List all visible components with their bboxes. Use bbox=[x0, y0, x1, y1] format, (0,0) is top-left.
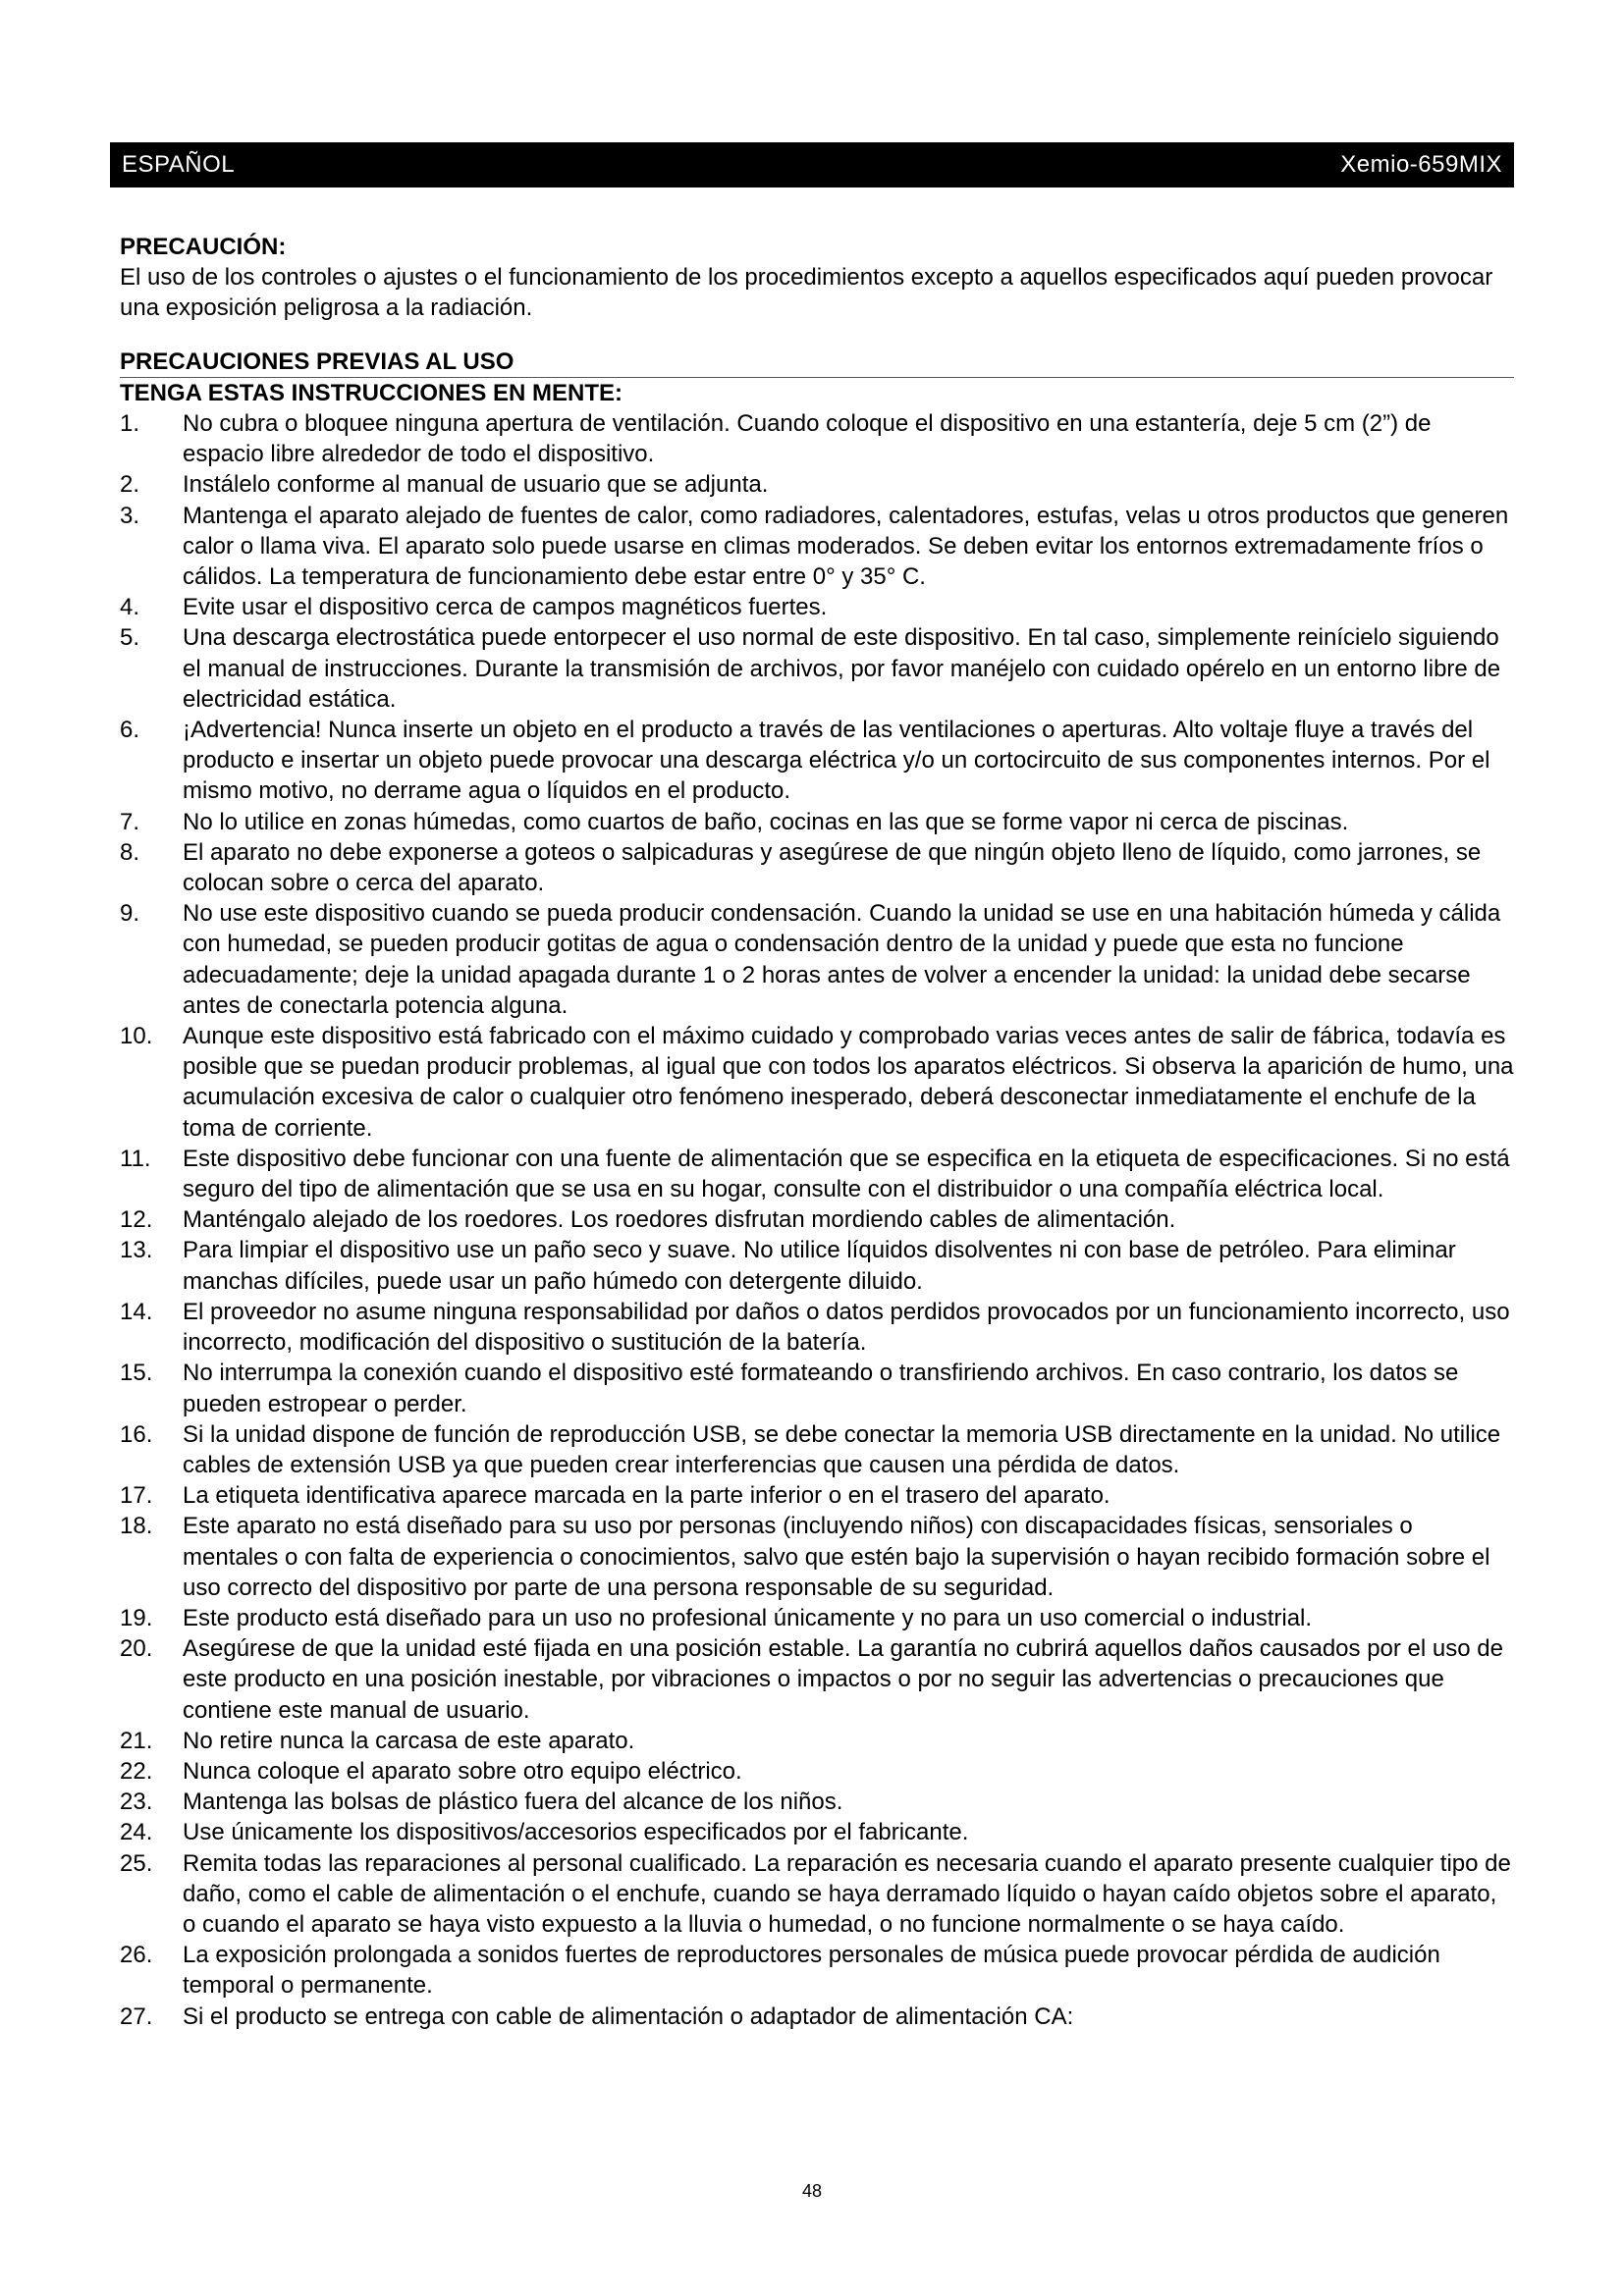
list-item-number: 5. bbox=[120, 624, 140, 652]
list-item bbox=[120, 1419, 1514, 1480]
list-item-text: Asegúrese de que la unidad esté fijada en una posición estable. La garantía no cubrirá aquellos daños causados por el uso de este producto en una posición inestable, por vibraciones o impactos o por no seguir las advertencias o precauciones que contiene este manual de usuario. bbox=[183, 1635, 1503, 1724]
list-item-number: 6. bbox=[120, 717, 140, 744]
list-item bbox=[120, 715, 1514, 807]
list-item-number: 4. bbox=[120, 594, 140, 621]
list-item bbox=[120, 1204, 1514, 1235]
list-item-text: Manténgalo alejado de los roedores. Los roedores disfrutan mordiendo cables de alimentación. bbox=[183, 1206, 1176, 1234]
list-item-number: 20. bbox=[120, 1635, 153, 1663]
list-item-number: 18. bbox=[120, 1513, 153, 1540]
list-item-text: Aunque este dispositivo está fabricado con el máximo cuidado y comprobado varias veces antes de salir de fábrica, todavía es posible que se puedan producir problemas, al igual que con todos los aparatos eléctricos. Si observa la aparición de humo, una acumulación excesiva de calor o cualquier otro fenómeno inesperado, deberá desconectar inmediatamente el enchufe de la toma de corriente. bbox=[183, 1023, 1514, 1142]
list-item-text: Mantenga las bolsas de plástico fuera del alcance de los niños. bbox=[183, 1789, 843, 1816]
list-item bbox=[120, 1633, 1514, 1726]
list-item-number: 7. bbox=[120, 808, 140, 835]
list-item bbox=[120, 1817, 1514, 1847]
list-item-text: Si la unidad dispone de función de reproducción USB, se debe conectar la memoria USB directamente en la unidad. No utilice cables de extensión USB ya que pueden crear interferencias que causen una pérdida de datos. bbox=[183, 1420, 1501, 1478]
header-bar bbox=[110, 142, 1514, 187]
list-item-text: Use únicamente los dispositivos/accesorios especificados por el fabricante. bbox=[183, 1819, 969, 1846]
list-item-text: Una descarga electrostática puede entorpecer el uso normal de este dispositivo. En tal caso, simplemente reinícielo siguiendo el manual de instrucciones. Durante la transmisión de archivos, por favor manéjelo con cuidado opérelo en un entorno libre de electricidad estática. bbox=[183, 624, 1501, 713]
list-item-number: 27. bbox=[120, 2002, 153, 2030]
list-item-number: 1. bbox=[120, 410, 140, 437]
list-item-number: 15. bbox=[120, 1360, 153, 1387]
list-item-number: 17. bbox=[120, 1482, 153, 1510]
list-item-text: Este producto está diseñado para un uso no profesional únicamente y no para un uso comercial o industrial. bbox=[183, 1604, 1313, 1631]
list-item-text: La exposición prolongada a sonidos fuertes de reproductores personales de música puede provocar pérdida de audición temporal o permanente. bbox=[183, 1942, 1440, 2000]
list-item-text: No interrumpa la conexión cuando el dispositivo esté formateando o transfiriendo archivos. En caso contrario, los datos se pueden estropear o perder. bbox=[183, 1360, 1459, 1417]
list-item-text: Evite usar el dispositivo cerca de campos magnéticos fuertes. bbox=[183, 594, 828, 621]
list-item bbox=[120, 807, 1514, 837]
list-item bbox=[120, 1726, 1514, 1756]
list-item bbox=[120, 2002, 1514, 2032]
caution-title: PRECAUCIÓN: bbox=[120, 234, 287, 260]
list-item-number: 19. bbox=[120, 1604, 153, 1631]
page-content bbox=[120, 232, 1514, 2032]
list-item-text: Mantenga el aparato alejado de fuentes de calor, como radiadores, calentadores, estufas, velas u otros productos que generen calor o llama viva. El aparato solo puede usarse en climas moderados. Se deben evitar los entornos extremadamente fríos o cálidos. La temperatura de funcionamiento debe estar entre 0° y 35° C. bbox=[183, 502, 1509, 591]
list-item-text: Nunca coloque el aparato sobre otro equipo eléctrico. bbox=[183, 1757, 742, 1785]
list-item bbox=[120, 469, 1514, 500]
list-item bbox=[120, 408, 1514, 469]
list-item bbox=[120, 837, 1514, 898]
list-item-text: La etiqueta identificativa aparece marcada en la parte inferior o en el trasero del aparato. bbox=[183, 1482, 1110, 1510]
list-item-text: El aparato no debe exponerse a goteos o salpicaduras y asegúrese de que ningún objeto lleno de líquido, como jarrones, se colocan sobre o cerca del aparato. bbox=[183, 838, 1482, 897]
list-item-number: 14. bbox=[120, 1298, 153, 1325]
list-item-text: ¡Advertencia! Nunca inserte un objeto en el producto a través de las ventilaciones o aperturas. Alto voltaje fluye a través del producto e insertar un objeto puede provocar una descarga eléctrica y/o un cortocircuito de sus componentes internos. Por el mismo motivo, no derrame agua o líquidos en el producto. bbox=[183, 717, 1490, 805]
list-item bbox=[120, 1235, 1514, 1296]
list-item-text: Remita todas las reparaciones al personal cualificado. La reparación es necesaria cuando el aparato presente cualquier tipo de daño, como el cable de alimentación o el enchufe, cuando se haya derramado líquido o hayan caído objetos sobre el aparato, o cuando el aparato se haya visto expuesto a la lluvia o humedad, o no funcione normalmente o se haya caído. bbox=[183, 1849, 1511, 1938]
list-item-number: 13. bbox=[120, 1237, 153, 1264]
list-item-number: 11. bbox=[120, 1145, 151, 1172]
list-item-number: 25. bbox=[120, 1849, 153, 1877]
list-item-number: 3. bbox=[120, 502, 140, 529]
header-language: ESPAÑOL bbox=[122, 151, 236, 178]
list-item-text: No cubra o bloquee ninguna apertura de ventilación. Cuando coloque el dispositivo en una estantería, deje 5 cm (2”) de espacio libre alrededor de todo el dispositivo. bbox=[183, 410, 1432, 468]
list-item-number: 12. bbox=[120, 1206, 153, 1234]
list-item-text: El proveedor no asume ninguna responsabilidad por daños o datos perdidos provocados por un funcionamiento incorrecto, uso incorrecto, modificación del dispositivo o sustitución de la batería. bbox=[183, 1298, 1510, 1357]
list-item bbox=[120, 622, 1514, 715]
page-number: 48 bbox=[801, 2181, 823, 2201]
list-item-text: No retire nunca la carcasa de este aparato. bbox=[183, 1727, 635, 1754]
list-item bbox=[120, 898, 1514, 1021]
list-item bbox=[120, 1297, 1514, 1358]
list-item-text: No use este dispositivo cuando se pueda producir condensación. Cuando la unidad se use en una habitación húmeda y cálida con humedad, se pueden producir gotitas de agua o condensación dentro de la unidad y puede que esta no funcione adecuadamente; deje la unidad apagada durante 1 o 2 horas antes de volver a encender la unidad: la unidad debe secarse antes de conectarla potencia alguna. bbox=[183, 900, 1501, 1019]
list-item bbox=[120, 1940, 1514, 2001]
list-item bbox=[120, 1144, 1514, 1204]
list-item bbox=[120, 1787, 1514, 1817]
list-item-number: 8. bbox=[120, 838, 140, 866]
list-item-number: 21. bbox=[120, 1727, 153, 1754]
pre-use-title: PRECAUCIONES PREVIAS AL USO bbox=[120, 347, 1514, 378]
list-item-number: 24. bbox=[120, 1819, 153, 1846]
list-item bbox=[120, 1480, 1514, 1511]
list-item bbox=[120, 1756, 1514, 1787]
list-item-text: Para limpiar el dispositivo use un paño seco y suave. No utilice líquidos disolventes ni con base de petróleo. Para eliminar manchas difíciles, puede usar un paño húmedo con detergente diluido. bbox=[183, 1237, 1456, 1295]
list-item-number: 16. bbox=[120, 1420, 153, 1448]
precautions-list bbox=[120, 408, 1514, 2032]
list-item bbox=[120, 1358, 1514, 1418]
list-item-text: Si el producto se entrega con cable de alimentación o adaptador de alimentación CA: bbox=[183, 2002, 1074, 2030]
list-item-number: 26. bbox=[120, 1942, 153, 1969]
list-item-number: 2. bbox=[120, 471, 140, 499]
list-item bbox=[120, 1021, 1514, 1144]
list-item-number: 22. bbox=[120, 1757, 153, 1785]
list-item bbox=[120, 1511, 1514, 1603]
list-item-number: 23. bbox=[120, 1789, 153, 1816]
pre-use-subtitle: TENGA ESTAS INSTRUCCIONES EN MENTE: bbox=[120, 380, 623, 406]
list-item bbox=[120, 1603, 1514, 1633]
list-item-text: Este dispositivo debe funcionar con una fuente de alimentación que se especifica en la etiqueta de especificaciones. Si no está seguro del tipo de alimentación que se usa en su hogar, consulte con el distribuidor o una compañía eléctrica local. bbox=[183, 1145, 1510, 1203]
list-item bbox=[120, 1848, 1514, 1941]
list-item-number: 10. bbox=[120, 1023, 153, 1050]
list-item-text: Este aparato no está diseñado para su uso por personas (incluyendo niños) con discapacidades físicas, sensoriales o mentales o con falta de experiencia o conocimientos, salvo que estén bajo la supervisión o hayan recibido formación sobre el uso correcto del dispositivo por parte de una persona responsable de su seguridad. bbox=[183, 1513, 1490, 1601]
list-item-text: Instálelo conforme al manual de usuario que se adjunta. bbox=[183, 471, 769, 499]
header-model: Xemio-659MIX bbox=[1340, 151, 1502, 178]
list-item-number: 9. bbox=[120, 900, 140, 928]
caution-text: El uso de los controles o ajustes o el funcionamiento de los procedimientos excepto a aquellos especificados aquí pueden provocar una exposición peligrosa a la radiación. bbox=[120, 264, 1493, 321]
list-item-text: No lo utilice en zonas húmedas, como cuartos de baño, cocinas en las que se forme vapor ni cerca de piscinas. bbox=[183, 808, 1349, 835]
list-item bbox=[120, 592, 1514, 622]
list-item bbox=[120, 501, 1514, 593]
